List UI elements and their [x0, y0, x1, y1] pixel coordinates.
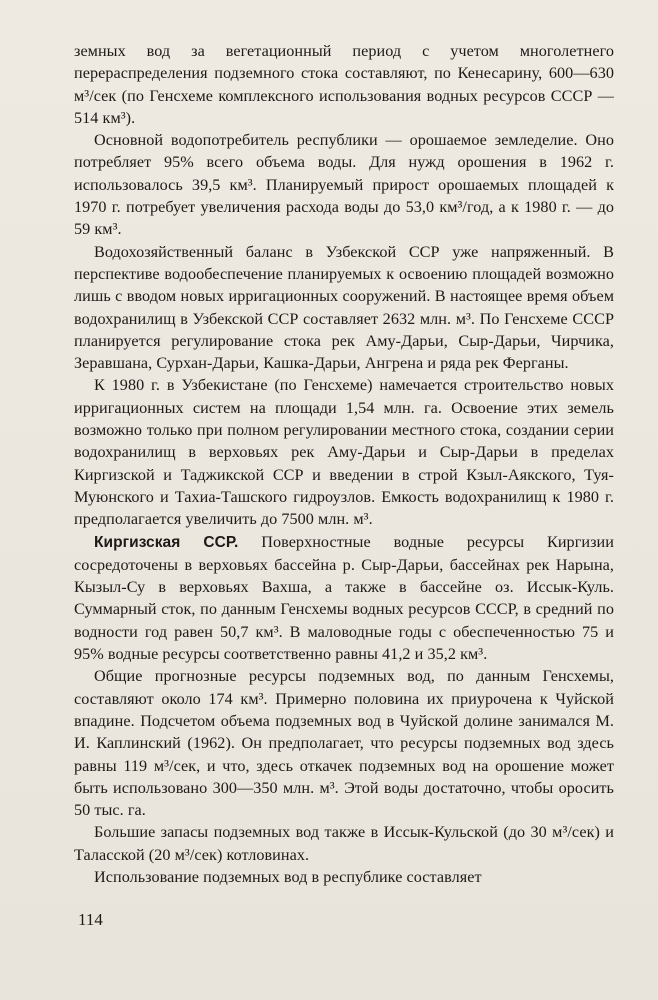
page-number: 114	[78, 910, 103, 929]
paragraph: земных вод за вегетационный период с учетом многолетнего перераспределения подземного стока составляют, по Кенесарину, 600—630 м³/сек (по Генсхеме комплексного использования водных ресурсов СССР — 514 км³).	[74, 42, 614, 127]
paragraph: Основной водопотребитель республики — орошаемое земледелие. Оно потребляет 95% всего объема воды. Для нужд орошения в 1962 г. использовалось 39,5 км³. Планируемый прирост орошаемых площадей к 1970 г. потребует увеличения расхода воды до 53,0 км³/год, а к 1980 г. — до 59 км³.	[74, 131, 614, 239]
paragraph: Общие прогнозные ресурсы подземных вод, по данным Генсхемы, составляют около 174 км³. Примерно половина их приурочена к Чуйской впадине. Подсчетом объема подземных вод в Чуйской долине занимался М. И. Каплинский (1962). Он предполагает, что ресурсы подземных вод здесь равны 119 м³/сек, и что, здесь откачек подземных вод на орошение может быть использовано 300—350 млн. м³. Этой воды достаточно, чтобы оросить 50 тыс. га.	[74, 667, 614, 820]
paragraph: Водохозяйственный баланс в Узбекской ССР уже напряженный. В перспективе водообеспечение планируемых к освоению площадей возможно лишь с вводом новых ирригационных сооружений. В настоящее время объем водохранилищ в Узбекской ССР составляет 2632 млн. м³. По Генсхеме СССР планируется регулирование стока рек Аму-Дарьи, Сыр-Дарьи, Чирчика, Зеравшана, Сурхан-Дарьи, Кашка-Дарьи, Ангрена и ряда рек Ферганы.	[74, 242, 614, 373]
paragraph: К 1980 г. в Узбекистане (по Генсхеме) намечается строительство новых ирригационных систем на площади 1,54 млн. га. Освоение этих земель возможно только при полном регулировании местного стока, создании серии водохранилищ в верховьях рек Аму-Дарьи и Сыр-Дарьи в пределах Киргизской и Таджикской ССР и введении в строй Кзыл-Аякского, Туя-Муюнского и Тахиа-Ташского гидроузлов. Емкость водохранилищ к 1980 г. предполагается увеличить до 7500 млн. м³.	[74, 376, 614, 529]
paragraph: Большие запасы подземных вод также в Иссык-Кульской (до 30 м³/сек) и Таласской (20 м³/сек) котловинах.	[74, 823, 614, 864]
section-heading: Киргизская ССР.	[94, 533, 239, 551]
paragraph: Использование подземных вод в республике составляет	[94, 867, 482, 886]
paragraph-text: Поверхностные водные ресурсы Киргизии сосредоточены в верховьях бассейна р. Сыр-Дарьи, бассейнах рек Нарына, Кызыл-Су в верховьях Вахша, а также в бассейне оз. Иссык-Куль. Суммарный сток, по данным Генсхемы водных ресурсов СССР, в средний по водности год равен 50,7 км³. В маловодные годы с обеспеченностью 75 и 95% водные ресурсы соответственно равны 41,2 и 35,2 км³.	[74, 532, 614, 664]
body-text	[74, 40, 614, 888]
section-paragraph	[74, 531, 614, 666]
